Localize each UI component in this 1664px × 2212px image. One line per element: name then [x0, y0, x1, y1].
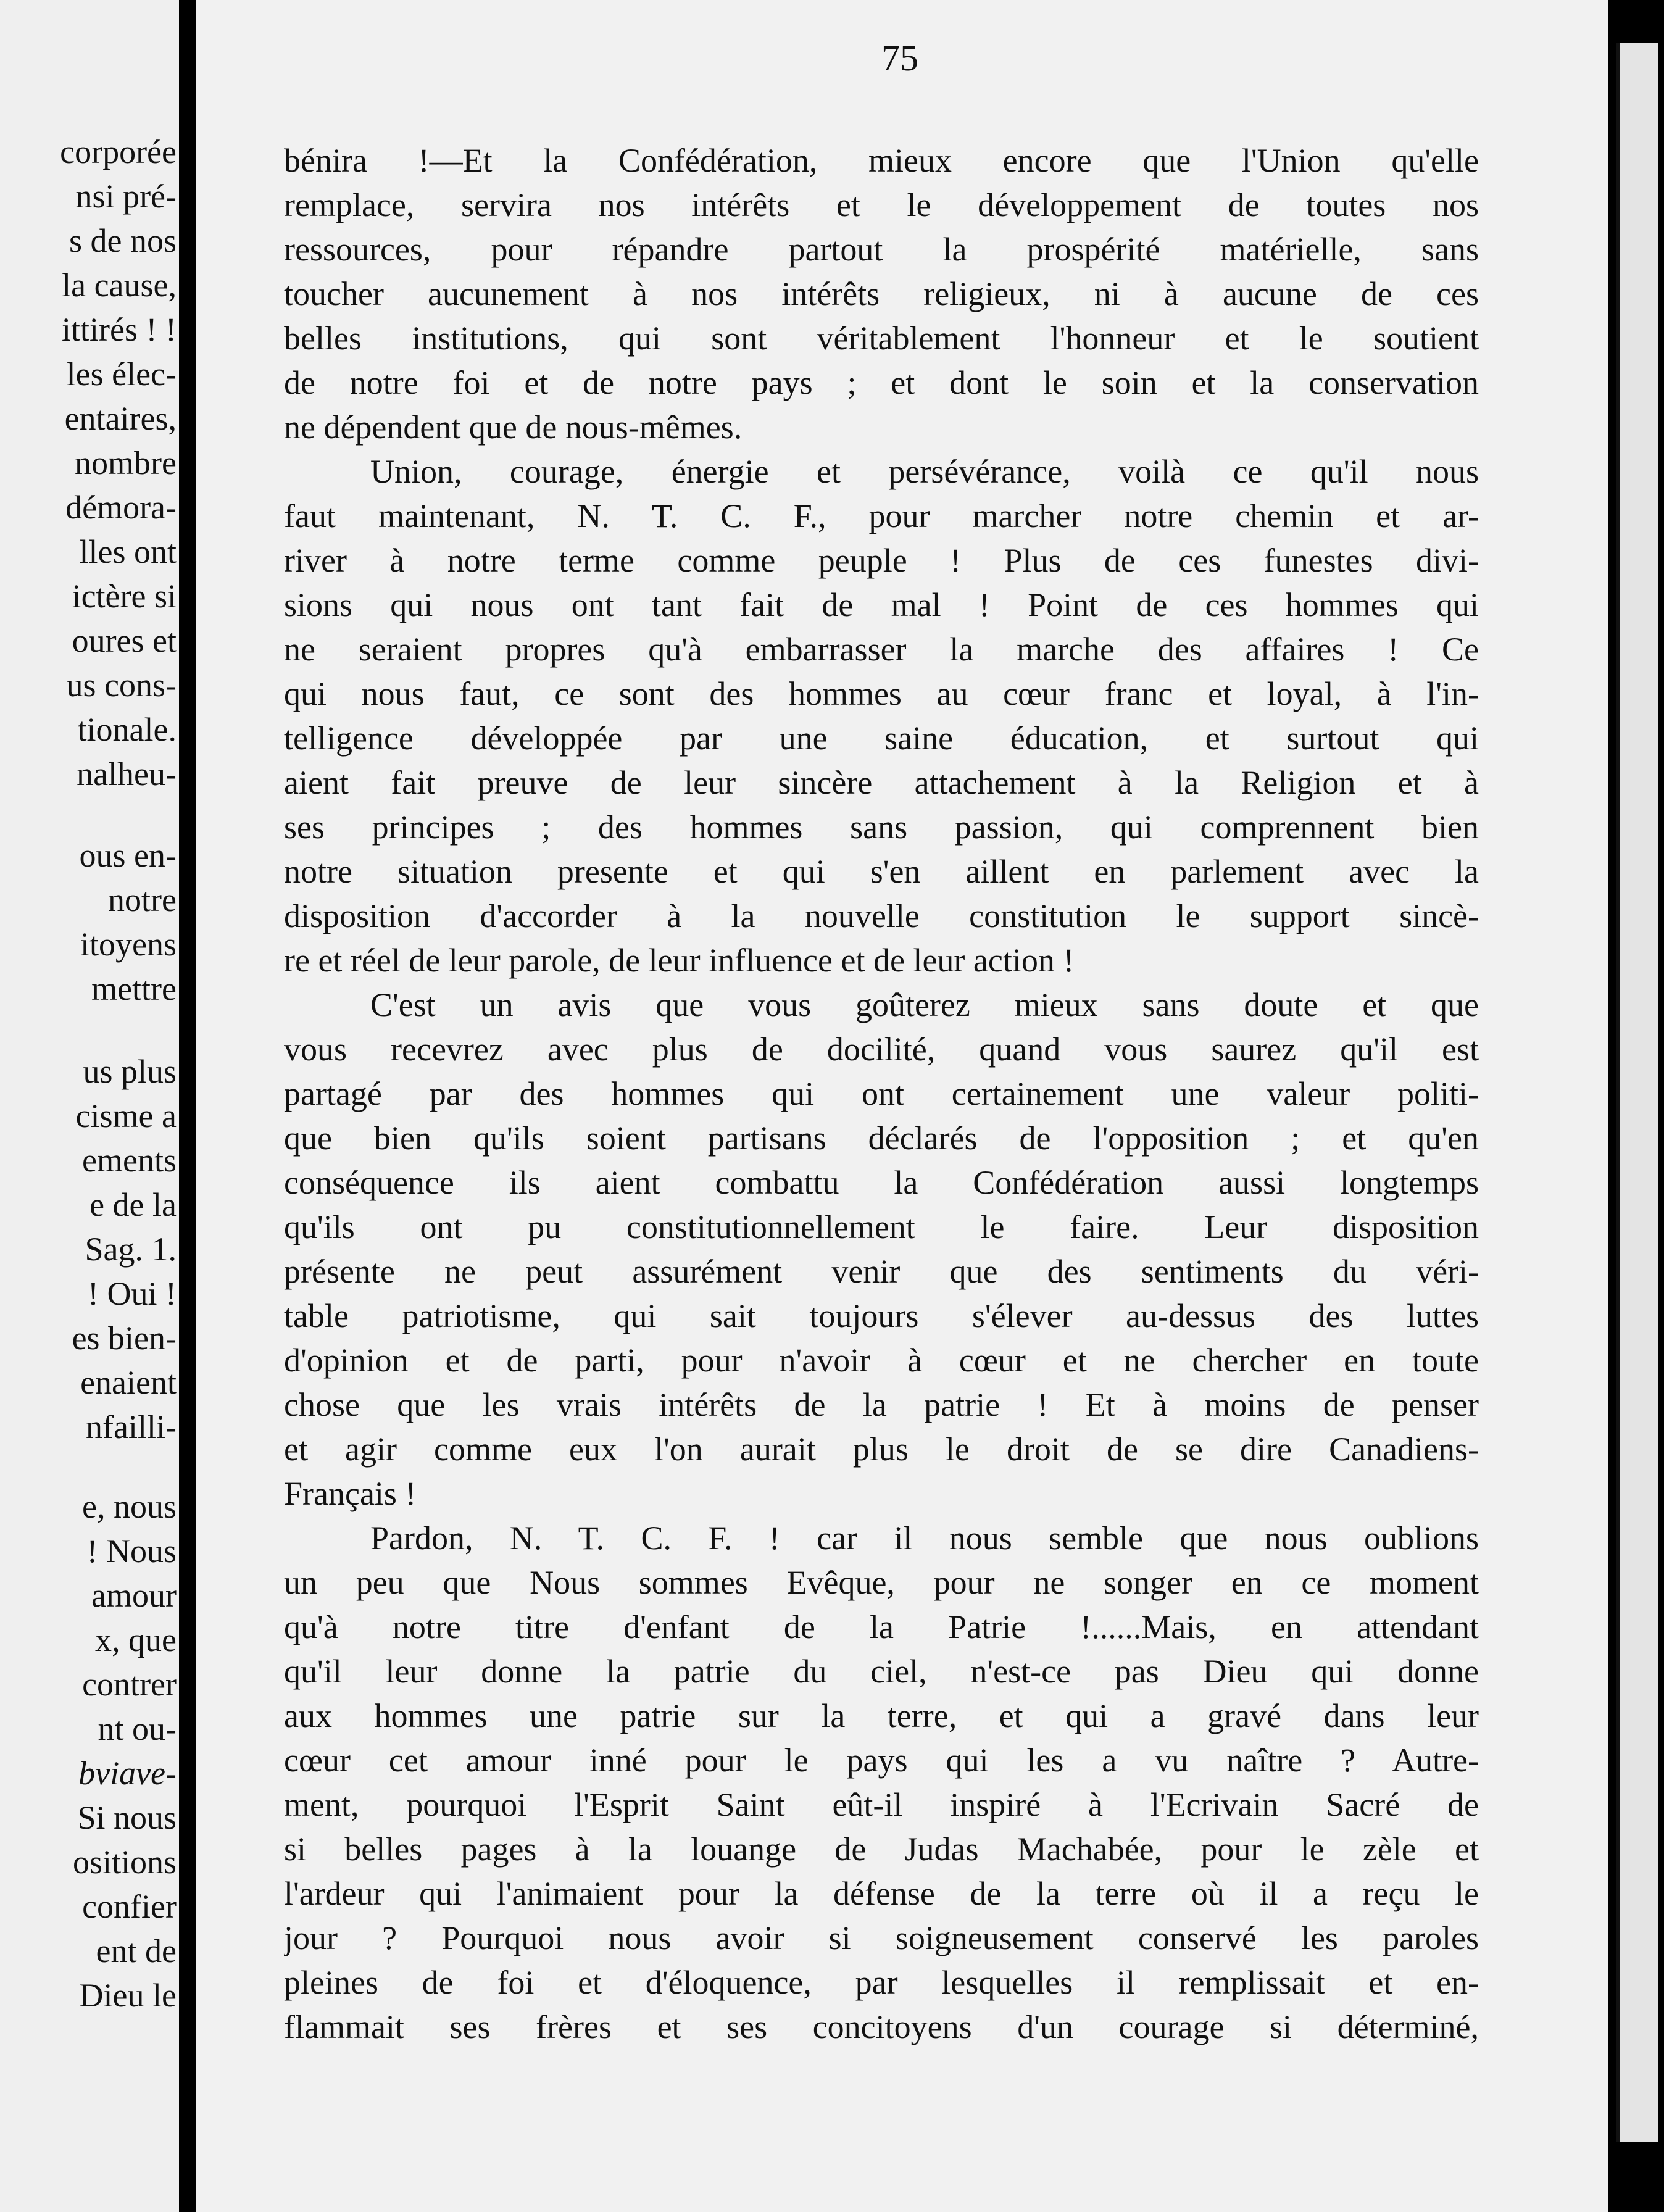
- body-line: chose que les vrais intérêts de la patrie ! Et à moins de penser: [284, 1386, 1479, 1423]
- left-line: itoyens: [80, 926, 177, 963]
- body-line: que bien qu'ils soient partisans déclarés de l'opposition ; et qu'en: [284, 1120, 1479, 1157]
- left-line: démora-: [65, 489, 177, 526]
- body-line: belles institutions, qui sont véritablement l'honneur et le soutient: [284, 320, 1479, 357]
- left-line: ittirés ! !: [62, 311, 177, 348]
- left-line: bviave-: [78, 1755, 177, 1792]
- body-line: flammait ses frères et ses concitoyens d'un courage si déterminé,: [284, 2008, 1479, 2045]
- paragraph-start-line: Pardon, N. T. C. F. ! car il nous semble que nous oublions: [370, 1520, 1479, 1557]
- body-line: vous recevrez avec plus de docilité, quand vous saurez qu'il est: [284, 1031, 1479, 1068]
- paragraph-start-line: Union, courage, énergie et persévérance, voilà ce qu'il nous: [370, 453, 1479, 490]
- body-line: river à notre terme comme peuple ! Plus de ces funestes divi-: [284, 542, 1479, 579]
- body-line: aux hommes une patrie sur la terre, et qui a gravé dans leur: [284, 1697, 1479, 1734]
- left-line: nfailli-: [86, 1408, 177, 1445]
- body-line: telligence développée par une saine éducation, et surtout qui: [284, 720, 1479, 757]
- left-line: Sag. 1.: [85, 1231, 177, 1268]
- body-line: toucher aucunement à nos intérêts religieux, ni à aucune de ces: [284, 275, 1479, 312]
- left-line: lles ont: [79, 533, 177, 570]
- body-line: qu'à notre titre d'enfant de la Patrie !......Mais, en attendant: [284, 1608, 1479, 1645]
- body-line: présente ne peut assurément venir que des sentiments du véri-: [284, 1253, 1479, 1290]
- body-line: notre situation presente et qui s'en aillent en parlement avec la: [284, 853, 1479, 890]
- body-line: table patriotisme, qui sait toujours s'élever au-dessus des luttes: [284, 1297, 1479, 1334]
- left-line: nombre: [75, 444, 177, 481]
- body-line: ne seraient propres qu'à embarrasser la marche des affaires ! Ce: [284, 631, 1479, 668]
- body-line: ressources, pour répandre partout la prospérité matérielle, sans: [284, 231, 1479, 268]
- body-line: partagé par des hommes qui ont certainement une valeur politi-: [284, 1075, 1479, 1112]
- left-line: enaient: [80, 1364, 177, 1401]
- left-line: e de la: [89, 1186, 177, 1223]
- left-line: s de nos: [69, 222, 177, 259]
- body-line: re et réel de leur parole, de leur influence et de leur action !: [284, 942, 1075, 979]
- left-line: les élec-: [66, 356, 177, 393]
- left-line: ictère si: [72, 578, 177, 615]
- left-line: nalheu-: [77, 755, 177, 792]
- left-line: notre: [108, 881, 177, 918]
- body-line: qui nous faut, ce sont des hommes au cœur franc et loyal, à l'in-: [284, 675, 1479, 712]
- body-line: Français !: [284, 1475, 417, 1512]
- previous-page-fragment: [0, 0, 179, 2212]
- body-line: qu'ils ont pu constitutionnellement le faire. Leur disposition: [284, 1208, 1479, 1245]
- left-line: cisme a: [75, 1097, 177, 1134]
- current-page: [196, 0, 1608, 2212]
- left-line: e, nous: [82, 1488, 177, 1525]
- body-line: aient fait preuve de leur sincère attachement à la Religion et à: [284, 764, 1479, 801]
- body-line: disposition d'accorder à la nouvelle constitution le support sincè-: [284, 897, 1479, 934]
- left-line: entaires,: [64, 400, 177, 437]
- left-line: la cause,: [62, 267, 177, 304]
- left-line: es bien-: [72, 1320, 177, 1357]
- body-line: pleines de foi et d'éloquence, par lesquelles il remplissait et en-: [284, 1964, 1479, 2001]
- left-line: us cons-: [66, 667, 177, 704]
- body-line: ne dépendent que de nous-mêmes.: [284, 409, 743, 446]
- paragraph-start-line: C'est un avis que vous goûterez mieux sans doute et que: [370, 986, 1479, 1023]
- body-line: qu'il leur donne la patrie du ciel, n'est-ce pas Dieu qui donne: [284, 1653, 1479, 1690]
- body-line: remplace, servira nos intérêts et le développement de toutes nos: [284, 186, 1479, 223]
- page-edge-strip: [1616, 43, 1658, 2142]
- left-line: ! Nous: [86, 1532, 177, 1570]
- left-line: nsi pré-: [75, 178, 177, 215]
- body-line: faut maintenant, N. T. C. F., pour marcher notre chemin et ar-: [284, 497, 1479, 534]
- left-line: tionale.: [77, 711, 177, 748]
- left-line: ! Oui !: [88, 1275, 177, 1312]
- body-line: conséquence ils aient combattu la Confédération aussi longtemps: [284, 1164, 1479, 1201]
- left-line: mettre: [91, 970, 177, 1007]
- left-line: oures et: [72, 622, 177, 659]
- body-line: de notre foi et de notre pays ; et dont le soin et la conservation: [284, 364, 1479, 401]
- left-line: ements: [82, 1142, 177, 1179]
- left-line: corporée: [60, 133, 177, 170]
- left-line: Dieu le: [79, 1977, 177, 2014]
- left-line: Si nous: [77, 1799, 177, 1836]
- body-line: bénira !—Et la Confédération, mieux encore que l'Union qu'elle: [284, 142, 1479, 179]
- left-line: ent de: [96, 1932, 177, 1969]
- body-line: jour ? Pourquoi nous avoir si soigneusement conservé les paroles: [284, 1919, 1479, 1956]
- left-line: us plus: [83, 1053, 177, 1090]
- left-line: amour: [91, 1577, 177, 1614]
- body-line: si belles pages à la louange de Judas Machabée, pour le zèle et: [284, 1831, 1479, 1868]
- left-line: ositions: [72, 1844, 177, 1881]
- body-line: sions qui nous ont tant fait de mal ! Point de ces hommes qui: [284, 586, 1479, 623]
- body-line: l'ardeur qui l'animaient pour la défense de la terre où il a reçu le: [284, 1875, 1479, 1912]
- left-line: ous en-: [79, 837, 177, 874]
- page-number: 75: [881, 38, 918, 78]
- book-gutter: [179, 0, 196, 2212]
- left-line: nt ou-: [98, 1710, 177, 1747]
- body-line: ment, pourquoi l'Esprit Saint eût-il inspiré à l'Ecrivain Sacré de: [284, 1786, 1479, 1823]
- left-line: x, que: [95, 1621, 177, 1658]
- body-line: un peu que Nous sommes Evêque, pour ne songer en ce moment: [284, 1564, 1479, 1601]
- left-line: confier: [82, 1888, 177, 1925]
- left-line: contrer: [82, 1666, 177, 1703]
- body-line: ses principes ; des hommes sans passion, qui comprennent bien: [284, 809, 1479, 846]
- body-line: et agir comme eux l'on aurait plus le droit de se dire Canadiens-: [284, 1431, 1479, 1468]
- body-line: cœur cet amour inné pour le pays qui les a vu naître ? Autre-: [284, 1742, 1479, 1779]
- body-line: d'opinion et de parti, pour n'avoir à cœur et ne chercher en toute: [284, 1342, 1479, 1379]
